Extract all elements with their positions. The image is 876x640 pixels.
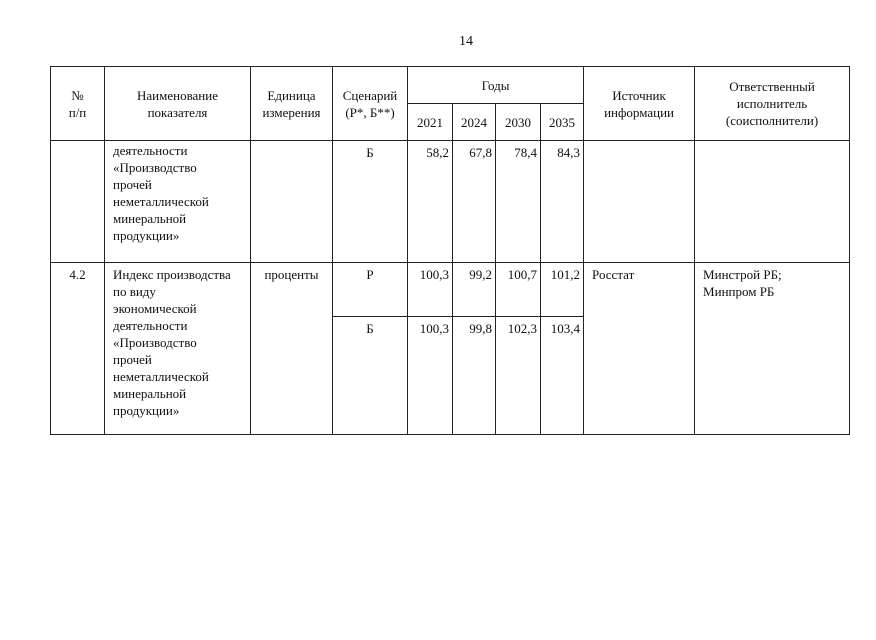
cell-value: 100,3 (408, 317, 453, 435)
header-years-group: Годы (408, 67, 584, 104)
cell-num (51, 141, 105, 263)
cell-scenario: Р (333, 263, 408, 317)
cell-value: 78,4 (496, 141, 541, 263)
indicators-table (50, 66, 850, 435)
cell-unit (251, 141, 333, 263)
cell-value: 99,2 (453, 263, 496, 317)
cell-value: 103,4 (541, 317, 584, 435)
cell-scenario: Б (333, 317, 408, 435)
header-year: 2024 (453, 104, 496, 141)
cell-responsible (695, 141, 850, 263)
cell-name: Индекс производства по виду экономической деятельности «Производство прочей неметаллической минеральной продукции» (105, 263, 251, 435)
cell-value: 102,3 (496, 317, 541, 435)
cell-source: Росстат (584, 263, 695, 435)
page-number: 14 (459, 34, 473, 49)
table-row (51, 263, 850, 317)
cell-value: 100,3 (408, 263, 453, 317)
header-source: Источник информации (584, 67, 695, 141)
cell-num: 4.2 (51, 263, 105, 435)
cell-value: 99,8 (453, 317, 496, 435)
cell-name: деятельности «Производство прочей неметаллической минеральной продукции» (105, 141, 251, 263)
cell-value: 58,2 (408, 141, 453, 263)
cell-responsible: Минстрой РБ; Минпром РБ (695, 263, 850, 435)
cell-source (584, 141, 695, 263)
header-scenario: Сценарий (Р*, Б**) (333, 67, 408, 141)
cell-value: 84,3 (541, 141, 584, 263)
header-unit: Единица измерения (251, 67, 333, 141)
header-row (51, 67, 850, 104)
cell-value: 101,2 (541, 263, 584, 317)
header-responsible: Ответственный исполнитель (соисполнители) (695, 67, 850, 141)
header-year: 2021 (408, 104, 453, 141)
header-name: Наименование показателя (105, 67, 251, 141)
header-num: № п/п (51, 67, 105, 141)
header-year: 2035 (541, 104, 584, 141)
cell-value: 67,8 (453, 141, 496, 263)
table-row (51, 141, 850, 263)
cell-value: 100,7 (496, 263, 541, 317)
header-year: 2030 (496, 104, 541, 141)
cell-scenario: Б (333, 141, 408, 263)
cell-unit: проценты (251, 263, 333, 435)
